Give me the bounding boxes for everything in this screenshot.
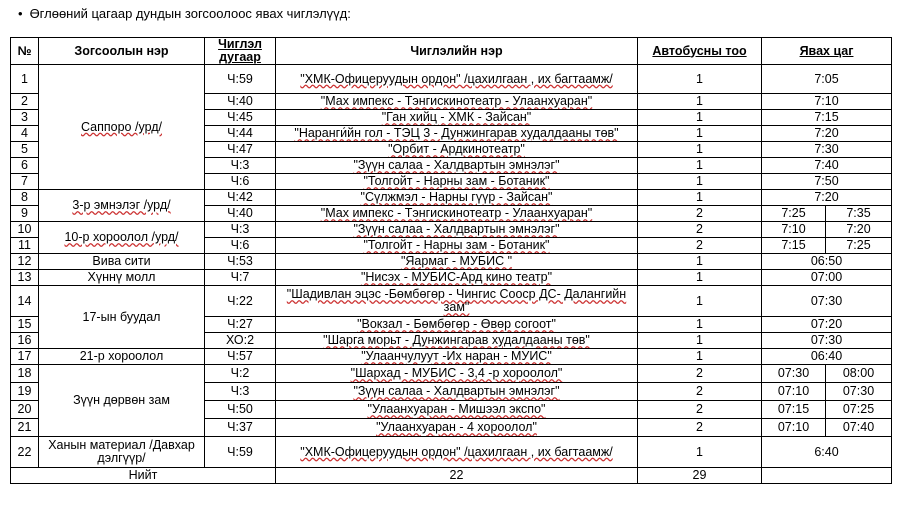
route-text: "Сүлжмэл - Нарны гүүр - Зайсан"	[360, 190, 553, 204]
table-row	[11, 222, 892, 238]
bus-count: 1	[638, 110, 762, 126]
bus-count: 1	[638, 158, 762, 174]
bus-count: 1	[638, 286, 762, 317]
route-code: Ч:37	[205, 419, 276, 437]
bus-count: 1	[638, 349, 762, 365]
row-number: 7	[11, 174, 39, 190]
route-code: Ч:3	[205, 222, 276, 238]
route-text: "Улаанхуаран - 4 хороолол"	[376, 420, 537, 434]
depart-time-2: 7:20	[826, 222, 892, 238]
bus-count: 1	[638, 254, 762, 270]
route-name	[276, 206, 638, 222]
route-code: Ч:59	[205, 65, 276, 94]
depart-time: 06:40	[762, 349, 892, 365]
route-text: "Шархад - МУБИС - 3,4 -р хороолол"	[350, 366, 563, 380]
depart-time-1: 7:15	[762, 238, 826, 254]
table-row	[11, 270, 892, 286]
route-name	[276, 65, 638, 94]
bus-count: 1	[638, 126, 762, 142]
route-text: "Орбит - Ардкинотеатр"	[388, 142, 525, 156]
route-name	[276, 254, 638, 270]
row-number: 9	[11, 206, 39, 222]
row-number: 12	[11, 254, 39, 270]
table-row	[11, 365, 892, 383]
depart-time-2: 7:25	[826, 238, 892, 254]
stop-label: 3-р эмнэлэг /урд/	[72, 198, 171, 212]
depart-time: 7:15	[762, 110, 892, 126]
route-name	[276, 142, 638, 158]
bus-count: 1	[638, 317, 762, 333]
route-text: "Нисэх - МУБИС-Ард кино театр"	[360, 270, 553, 284]
depart-time: 7:05	[762, 65, 892, 94]
depart-time-2: 07:30	[826, 383, 892, 401]
route-text: "Мах импекс - Тэнгискинотеатр - Улаанхуаран"	[320, 94, 593, 108]
stop-name: 21-р хороолол	[39, 349, 205, 365]
bus-count: 1	[638, 437, 762, 468]
route-text: "Улаанчулуут -Их наран - МУИС"	[361, 349, 552, 363]
depart-time: 07:30	[762, 286, 892, 317]
table-row	[11, 437, 892, 468]
route-text: "Толгойт - Нарны зам - Ботаник"	[363, 174, 550, 188]
route-text: "Толгойт - Нарны зам - Ботаник"	[363, 238, 550, 252]
table-row	[11, 190, 892, 206]
route-text: "Наранги́йн гол - ТЭЦ 3 - Дунжингарав худалдааны төв"	[294, 126, 619, 140]
depart-time: 7:20	[762, 126, 892, 142]
depart-time: 7:50	[762, 174, 892, 190]
depart-time: 7:20	[762, 190, 892, 206]
row-number: 19	[11, 383, 39, 401]
stop-label: Саппоро /урд/	[81, 119, 162, 134]
route-name	[276, 126, 638, 142]
route-name	[276, 110, 638, 126]
route-text: "Улаанхуаран - Мишээл экспо"	[367, 402, 546, 416]
route-code: Ч:3	[205, 158, 276, 174]
bus-count: 2	[638, 222, 762, 238]
stop-name: Зүүн дөрвөн зам	[39, 365, 205, 437]
table-row	[11, 349, 892, 365]
route-text: "Зүүн салаа - Халдвартын эмнэлэг"	[353, 384, 560, 398]
route-name	[276, 419, 638, 437]
depart-time-1: 07:10	[762, 419, 826, 437]
route-name	[276, 437, 638, 468]
route-code: Ч:6	[205, 174, 276, 190]
route-text: "Мах импекс - Тэнгискинотеатр - Улаанхуаран"	[320, 206, 593, 220]
route-name	[276, 270, 638, 286]
route-code: Ч:50	[205, 401, 276, 419]
route-code: Ч:59	[205, 437, 276, 468]
depart-time-2: 07:40	[826, 419, 892, 437]
depart-time-2: 07:25	[826, 401, 892, 419]
depart-time-2: 7:35	[826, 206, 892, 222]
bus-count: 1	[638, 270, 762, 286]
stop-name	[39, 222, 205, 254]
depart-time: 6:40	[762, 437, 892, 468]
route-name	[276, 222, 638, 238]
row-number: 2	[11, 94, 39, 110]
row-number: 1	[11, 65, 39, 94]
row-number: 11	[11, 238, 39, 254]
stop-name: Ханын материал /Давхар дэлгүүр/	[39, 437, 205, 468]
header-row	[11, 38, 892, 65]
bus-count: 1	[638, 333, 762, 349]
row-number: 5	[11, 142, 39, 158]
depart-time: 07:20	[762, 317, 892, 333]
table-row	[11, 65, 892, 94]
col-no: №	[11, 38, 39, 65]
row-number: 21	[11, 419, 39, 437]
route-name	[276, 158, 638, 174]
route-code: Ч:40	[205, 206, 276, 222]
route-text: "Зүүн салаа - Халдвартын эмнэлэг"	[353, 222, 560, 236]
bus-count: 2	[638, 238, 762, 254]
bus-count: 2	[638, 401, 762, 419]
col-route-name: Чиглэлийн нэр	[276, 38, 638, 65]
route-name	[276, 190, 638, 206]
row-number: 4	[11, 126, 39, 142]
bus-count: 1	[638, 174, 762, 190]
row-number: 15	[11, 317, 39, 333]
stop-name	[39, 190, 205, 222]
route-code: Ч:44	[205, 126, 276, 142]
schedule-table	[10, 37, 892, 484]
route-code: Ч:53	[205, 254, 276, 270]
route-name	[276, 365, 638, 383]
depart-time: 7:10	[762, 94, 892, 110]
route-code: Ч:22	[205, 286, 276, 317]
depart-time: 07:00	[762, 270, 892, 286]
route-text: "Ган хийц - ХМК - Зайсан"	[381, 110, 532, 124]
total-row	[11, 468, 892, 484]
route-text: "Вокзал - Бөмбөгөр - Өвөр согоот"	[357, 317, 556, 331]
intro-line	[18, 6, 351, 21]
bus-count: 1	[638, 94, 762, 110]
route-name	[276, 286, 638, 317]
row-number: 16	[11, 333, 39, 349]
depart-time-1: 7:10	[762, 222, 826, 238]
bus-count: 2	[638, 206, 762, 222]
depart-time: 7:40	[762, 158, 892, 174]
route-code: Ч:40	[205, 94, 276, 110]
depart-time: 7:30	[762, 142, 892, 158]
row-number: 13	[11, 270, 39, 286]
row-number: 6	[11, 158, 39, 174]
route-code: Ч:3	[205, 383, 276, 401]
route-code: Ч:42	[205, 190, 276, 206]
intro-text: Өглөөний цагаар дундын зогсоолоос явах чиглэлүүд:	[29, 6, 351, 21]
depart-time-1: 07:10	[762, 383, 826, 401]
row-number: 14	[11, 286, 39, 317]
depart-time-1: 07:30	[762, 365, 826, 383]
total-buses: 29	[638, 468, 762, 484]
route-code: Ч:7	[205, 270, 276, 286]
depart-time: 07:30	[762, 333, 892, 349]
bus-count: 2	[638, 419, 762, 437]
bullet-icon: •	[18, 6, 23, 21]
table-row	[11, 254, 892, 270]
route-text: "Зүүн салаа - Халдвартын эмнэлэг"	[353, 158, 560, 172]
stop-name: 17-ын буудал	[39, 286, 205, 349]
route-name	[276, 349, 638, 365]
depart-time-2: 08:00	[826, 365, 892, 383]
route-code: Ч:47	[205, 142, 276, 158]
route-text: "ХМК-Офицеруудын ордон" /цахилгаан , их багтаамж/	[300, 71, 613, 86]
route-code: Ч:27	[205, 317, 276, 333]
route-name	[276, 383, 638, 401]
depart-time-1: 07:15	[762, 401, 826, 419]
row-number: 20	[11, 401, 39, 419]
bus-count: 2	[638, 383, 762, 401]
bus-count: 1	[638, 142, 762, 158]
bus-count: 1	[638, 190, 762, 206]
total-empty	[762, 468, 892, 484]
stop-name	[39, 65, 205, 190]
route-text: "Шарга морьт - Дунжингарав худалдааны төв"	[323, 333, 590, 347]
depart-time: 06:50	[762, 254, 892, 270]
col-time: Явах цаг	[762, 38, 892, 65]
stop-label: 10-р хороолол /урд/	[64, 230, 179, 244]
table-row	[11, 286, 892, 317]
total-label: Нийт	[11, 468, 276, 484]
bus-count: 1	[638, 65, 762, 94]
route-name	[276, 238, 638, 254]
col-stop: Зогсоолын нэр	[39, 38, 205, 65]
bus-count: 2	[638, 365, 762, 383]
row-number: 8	[11, 190, 39, 206]
route-text: "Шадивлан эцэс -Бөмбөгөр - Чингис Сооср ДС- Далангийн зам"	[286, 287, 627, 314]
route-text: "ХМК-Офицеруудын ордон" /цахилгаан , их багтаамж/	[300, 444, 613, 459]
route-code: Ч:57	[205, 349, 276, 365]
route-code: Ч:2	[205, 365, 276, 383]
route-name	[276, 174, 638, 190]
route-text: "Яармаг - МУБИС "	[400, 254, 513, 268]
depart-time-1: 7:25	[762, 206, 826, 222]
stop-name: Вива сити	[39, 254, 205, 270]
route-code: Ч:6	[205, 238, 276, 254]
row-number: 10	[11, 222, 39, 238]
stop-name: Хүннү молл	[39, 270, 205, 286]
row-number: 17	[11, 349, 39, 365]
row-number: 18	[11, 365, 39, 383]
row-number: 3	[11, 110, 39, 126]
route-name	[276, 317, 638, 333]
total-routes: 22	[276, 468, 638, 484]
col-bus-count: Автобусны тоо	[638, 38, 762, 65]
route-name	[276, 401, 638, 419]
route-code: Ч:45	[205, 110, 276, 126]
route-name	[276, 333, 638, 349]
route-code: ХО:2	[205, 333, 276, 349]
col-route-no: Чиглэл дугаар	[205, 38, 276, 65]
row-number: 22	[11, 437, 39, 468]
route-name	[276, 94, 638, 110]
